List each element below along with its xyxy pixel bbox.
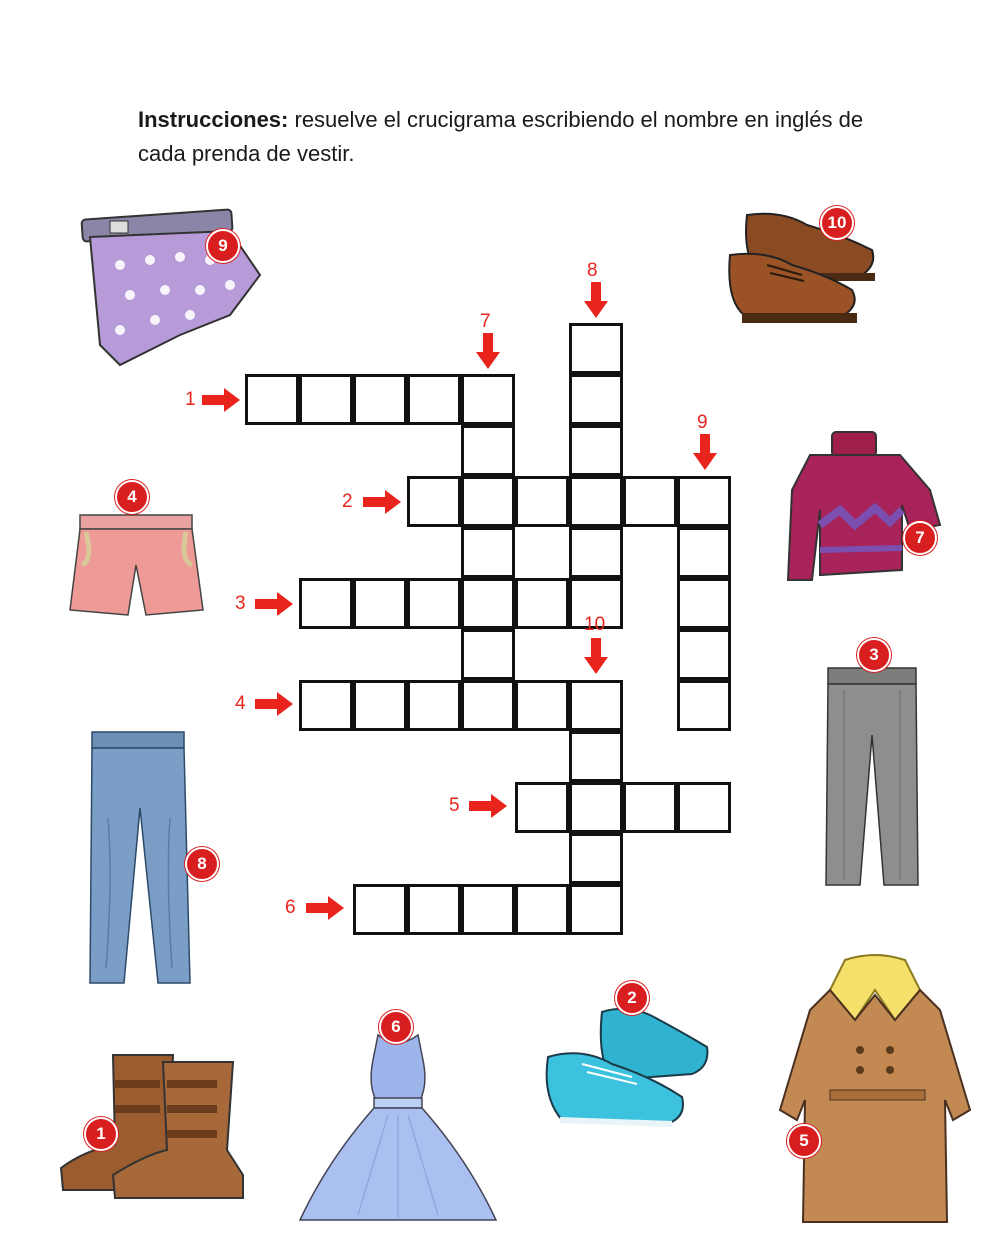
trousers-badge: 3 xyxy=(857,638,891,672)
clue-number-10: 10 xyxy=(584,614,606,635)
shorts-image xyxy=(68,510,206,620)
clue-number-5: 5 xyxy=(449,795,460,816)
clue-number-4: 4 xyxy=(235,693,246,714)
shoes-badge: 10 xyxy=(820,206,854,240)
clue-number-7: 7 xyxy=(480,311,491,332)
crossword-cell[interactable] xyxy=(569,374,623,425)
dress-badge: 6 xyxy=(379,1010,413,1044)
crossword-cell[interactable] xyxy=(515,782,569,833)
crossword-cell[interactable] xyxy=(353,578,407,629)
boots-image xyxy=(55,1050,245,1200)
crossword-cell[interactable] xyxy=(299,680,353,731)
crossword-cell[interactable] xyxy=(245,374,299,425)
crossword-cell[interactable] xyxy=(461,629,515,680)
crossword-cell[interactable] xyxy=(569,833,623,884)
right-arrow-icon xyxy=(467,793,509,819)
crossword-cell[interactable] xyxy=(461,680,515,731)
sneakers-badge: 2 xyxy=(615,981,649,1015)
crossword-cell[interactable] xyxy=(407,578,461,629)
crossword-cell[interactable] xyxy=(299,578,353,629)
down-arrow-icon xyxy=(475,332,501,370)
skirt-image xyxy=(70,205,270,380)
crossword-cell[interactable] xyxy=(407,680,461,731)
crossword-cell[interactable] xyxy=(407,476,461,527)
crossword-cell[interactable] xyxy=(461,578,515,629)
crossword-cell[interactable] xyxy=(569,884,623,935)
crossword-cell[interactable] xyxy=(515,578,569,629)
clue-number-6: 6 xyxy=(285,897,296,918)
crossword-cell[interactable] xyxy=(515,476,569,527)
boots-badge: 1 xyxy=(84,1117,118,1151)
right-arrow-icon xyxy=(361,489,403,515)
crossword-cell[interactable] xyxy=(461,884,515,935)
shorts-badge: 4 xyxy=(115,480,149,514)
crossword-cell[interactable] xyxy=(353,680,407,731)
crossword-cell[interactable] xyxy=(353,374,407,425)
skirt-badge: 9 xyxy=(206,229,240,263)
instructions-label: Instrucciones: xyxy=(138,107,289,132)
crossword-cell[interactable] xyxy=(677,527,731,578)
trousers-image xyxy=(822,665,922,890)
crossword-cell[interactable] xyxy=(407,884,461,935)
clue-number-9: 9 xyxy=(697,412,708,433)
dress-image xyxy=(298,1030,498,1230)
crossword-cell[interactable] xyxy=(569,731,623,782)
crossword-cell[interactable] xyxy=(677,782,731,833)
sweater-image xyxy=(780,430,945,590)
right-arrow-icon xyxy=(304,895,346,921)
right-arrow-icon xyxy=(253,591,295,617)
jeans-badge: 8 xyxy=(185,847,219,881)
crossword-cell[interactable] xyxy=(677,578,731,629)
crossword-cell[interactable] xyxy=(299,374,353,425)
clue-number-3: 3 xyxy=(235,593,246,614)
coat-badge: 5 xyxy=(787,1124,821,1158)
down-arrow-icon xyxy=(692,433,718,471)
crossword-cell[interactable] xyxy=(677,680,731,731)
crossword-cell[interactable] xyxy=(407,374,461,425)
clue-number-1: 1 xyxy=(185,389,196,410)
right-arrow-icon xyxy=(253,691,295,717)
coat-image xyxy=(775,950,975,1230)
crossword-cell[interactable] xyxy=(677,629,731,680)
crossword-cell[interactable] xyxy=(515,884,569,935)
crossword-cell[interactable] xyxy=(353,884,407,935)
shoes-image xyxy=(722,205,882,340)
crossword-cell[interactable] xyxy=(569,476,623,527)
clue-number-2: 2 xyxy=(342,491,353,512)
crossword-cell[interactable] xyxy=(623,476,677,527)
crossword-cell[interactable] xyxy=(515,680,569,731)
crossword-cell[interactable] xyxy=(461,476,515,527)
jeans-image xyxy=(78,728,198,990)
crossword-cell[interactable] xyxy=(569,782,623,833)
crossword-cell[interactable] xyxy=(461,374,515,425)
crossword-cell[interactable] xyxy=(569,527,623,578)
right-arrow-icon xyxy=(200,387,242,413)
crossword-cell[interactable] xyxy=(461,527,515,578)
crossword-cell[interactable] xyxy=(623,782,677,833)
down-arrow-icon xyxy=(583,281,609,319)
crossword-cell[interactable] xyxy=(677,476,731,527)
sweater-badge: 7 xyxy=(903,521,937,555)
instructions-text: resuelve el crucigrama escribiendo el nombre en inglés de cada prenda de vestir. xyxy=(138,107,864,166)
crossword-cell[interactable] xyxy=(569,680,623,731)
crossword-cell[interactable] xyxy=(569,323,623,374)
sneakers-image xyxy=(542,1002,712,1137)
down-arrow-icon xyxy=(583,637,609,675)
crossword-cell[interactable] xyxy=(461,425,515,476)
crossword-cell[interactable] xyxy=(569,425,623,476)
clue-number-8: 8 xyxy=(587,260,598,281)
